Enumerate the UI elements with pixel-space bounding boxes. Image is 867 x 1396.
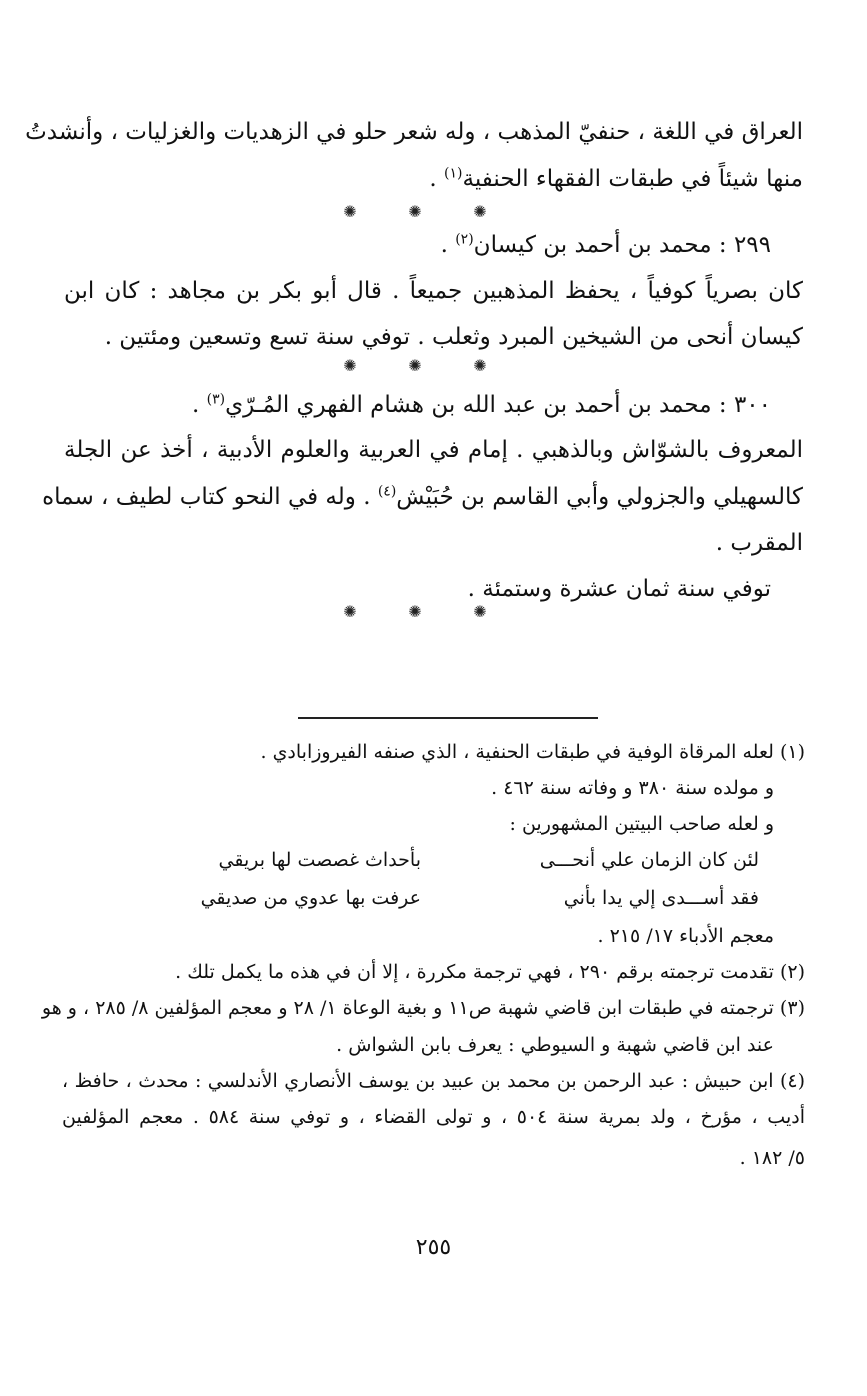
line-text: كالسهيلي والجزولي وأبي القاسم بن حُبَيْش [396, 484, 803, 510]
footnote-line: و لعله صاحب البيتين المشهورين : [509, 813, 774, 835]
footnote-line: (١) لعله المرقاة الوفية في طبقات الحنفية ، الذي صنفه الفيروزابادي . [260, 741, 805, 763]
section-divider-ornaments [340, 356, 490, 376]
ornament-icon: ✺ [343, 602, 357, 621]
ornament-icon: ✺ [408, 356, 422, 375]
line-end: . [429, 166, 445, 192]
ornament-icon: ✺ [343, 202, 357, 221]
paragraph-line: كان بصرياً كوفياً ، يحفظ المذهبين جميعاً . قال أبو بكر بن مجاهد : كان ابن [64, 278, 803, 304]
verse-hemistich-left: بأحداث غصصت لها بريقي [218, 849, 421, 871]
ornament-icon: ✺ [473, 602, 487, 621]
footnote-line: معجم الأدباء ١٧/ ٢١٥ . [597, 925, 774, 947]
footnote-line: (٣) ترجمته في طبقات ابن قاضي شهبة ص١١ و بغية الوعاة ١/ ٢٨ و معجم المؤلفين ٨/ ٢٨٥ ، و هو [41, 997, 805, 1019]
line-text: منها شيئاً في طبقات الفقهاء الحنفية [462, 166, 803, 192]
footnote-marker: (٢) [455, 231, 474, 248]
entry-title-text: ٣٠٠ : محمد بن أحمد بن عبد الله بن هشام الفهري المُـرّي [225, 392, 771, 418]
footnote-line: ٥/ ١٨٢ . [739, 1147, 805, 1169]
entry-title [192, 388, 771, 422]
footnote-marker: (٣) [206, 391, 226, 408]
footnote-line: و مولده سنة ٣٨٠ و وفاته سنة ٤٦٢ . [491, 777, 774, 799]
footnote-line: (٤) ابن حبيش : عبد الرحمن بن محمد بن عبيد بن يوسف الأنصاري الأندلسي : محدث ، حافظ ، [62, 1070, 805, 1092]
paragraph-line: المعروف بالشوّاش وبالذهبي . إمام في العربية والعلوم الأدبية ، أخذ عن الجلة [64, 437, 803, 463]
ornament-icon: ✺ [408, 202, 422, 221]
section-divider-ornaments [340, 202, 490, 222]
entry-title-text: ٢٩٩ : محمد بن أحمد بن كيسان [473, 232, 771, 258]
verse-hemistich-right: لئن كان الزمان علي أنحـــى [539, 849, 759, 871]
footnote-line: أديب ، مؤرخ ، ولد بمرية سنة ٥٠٤ ، و تولى القضاء ، و توفي سنة ٥٨٤ . معجم المؤلفين [62, 1106, 805, 1128]
footnote-separator [298, 717, 598, 719]
footnote-line: (٢) تقدمت ترجمته برقم ٢٩٠ ، فهي ترجمة مكررة ، إلا أن في هذه ما يكمل تلك . [175, 961, 805, 983]
paragraph-line: المقرب . [715, 530, 803, 556]
paragraph-line [429, 162, 803, 196]
paragraph-line [42, 480, 803, 514]
verse-hemistich-left: عرفت بها عدوي من صديقي [200, 887, 421, 909]
section-divider-ornaments [340, 602, 490, 622]
footnote-line: عند ابن قاضي شهبة و السيوطي : يعرف بابن الشواش . [336, 1034, 774, 1056]
footnote-marker: (٤) [377, 483, 397, 500]
verse-hemistich-right: فقد أســـدى إلي يدا بأني [563, 887, 759, 909]
line-text: . وله في النحو كتاب لطيف ، سماه [42, 484, 378, 510]
footnote-marker: (١) [444, 165, 463, 182]
entry-title [441, 228, 771, 262]
page-number: ٢٥٥ [415, 1235, 452, 1260]
ornament-icon: ✺ [343, 356, 357, 375]
ornament-icon: ✺ [473, 356, 487, 375]
line-end: . [440, 232, 456, 258]
ornament-icon: ✺ [408, 602, 422, 621]
paragraph-line: العراق في اللغة ، حنفيّ المذهب ، وله شعر حلو في الزهديات والغزليات ، وأنشدتُ [25, 119, 803, 145]
paragraph-line: كيسان أنحى من الشيخين المبرد وثعلب . توفي سنة تسع وتسعين ومئتين . [104, 324, 803, 350]
paragraph-line: توفي سنة ثمان عشرة وستمئة . [467, 576, 771, 602]
line-end: . [192, 392, 207, 418]
ornament-icon: ✺ [473, 202, 487, 221]
